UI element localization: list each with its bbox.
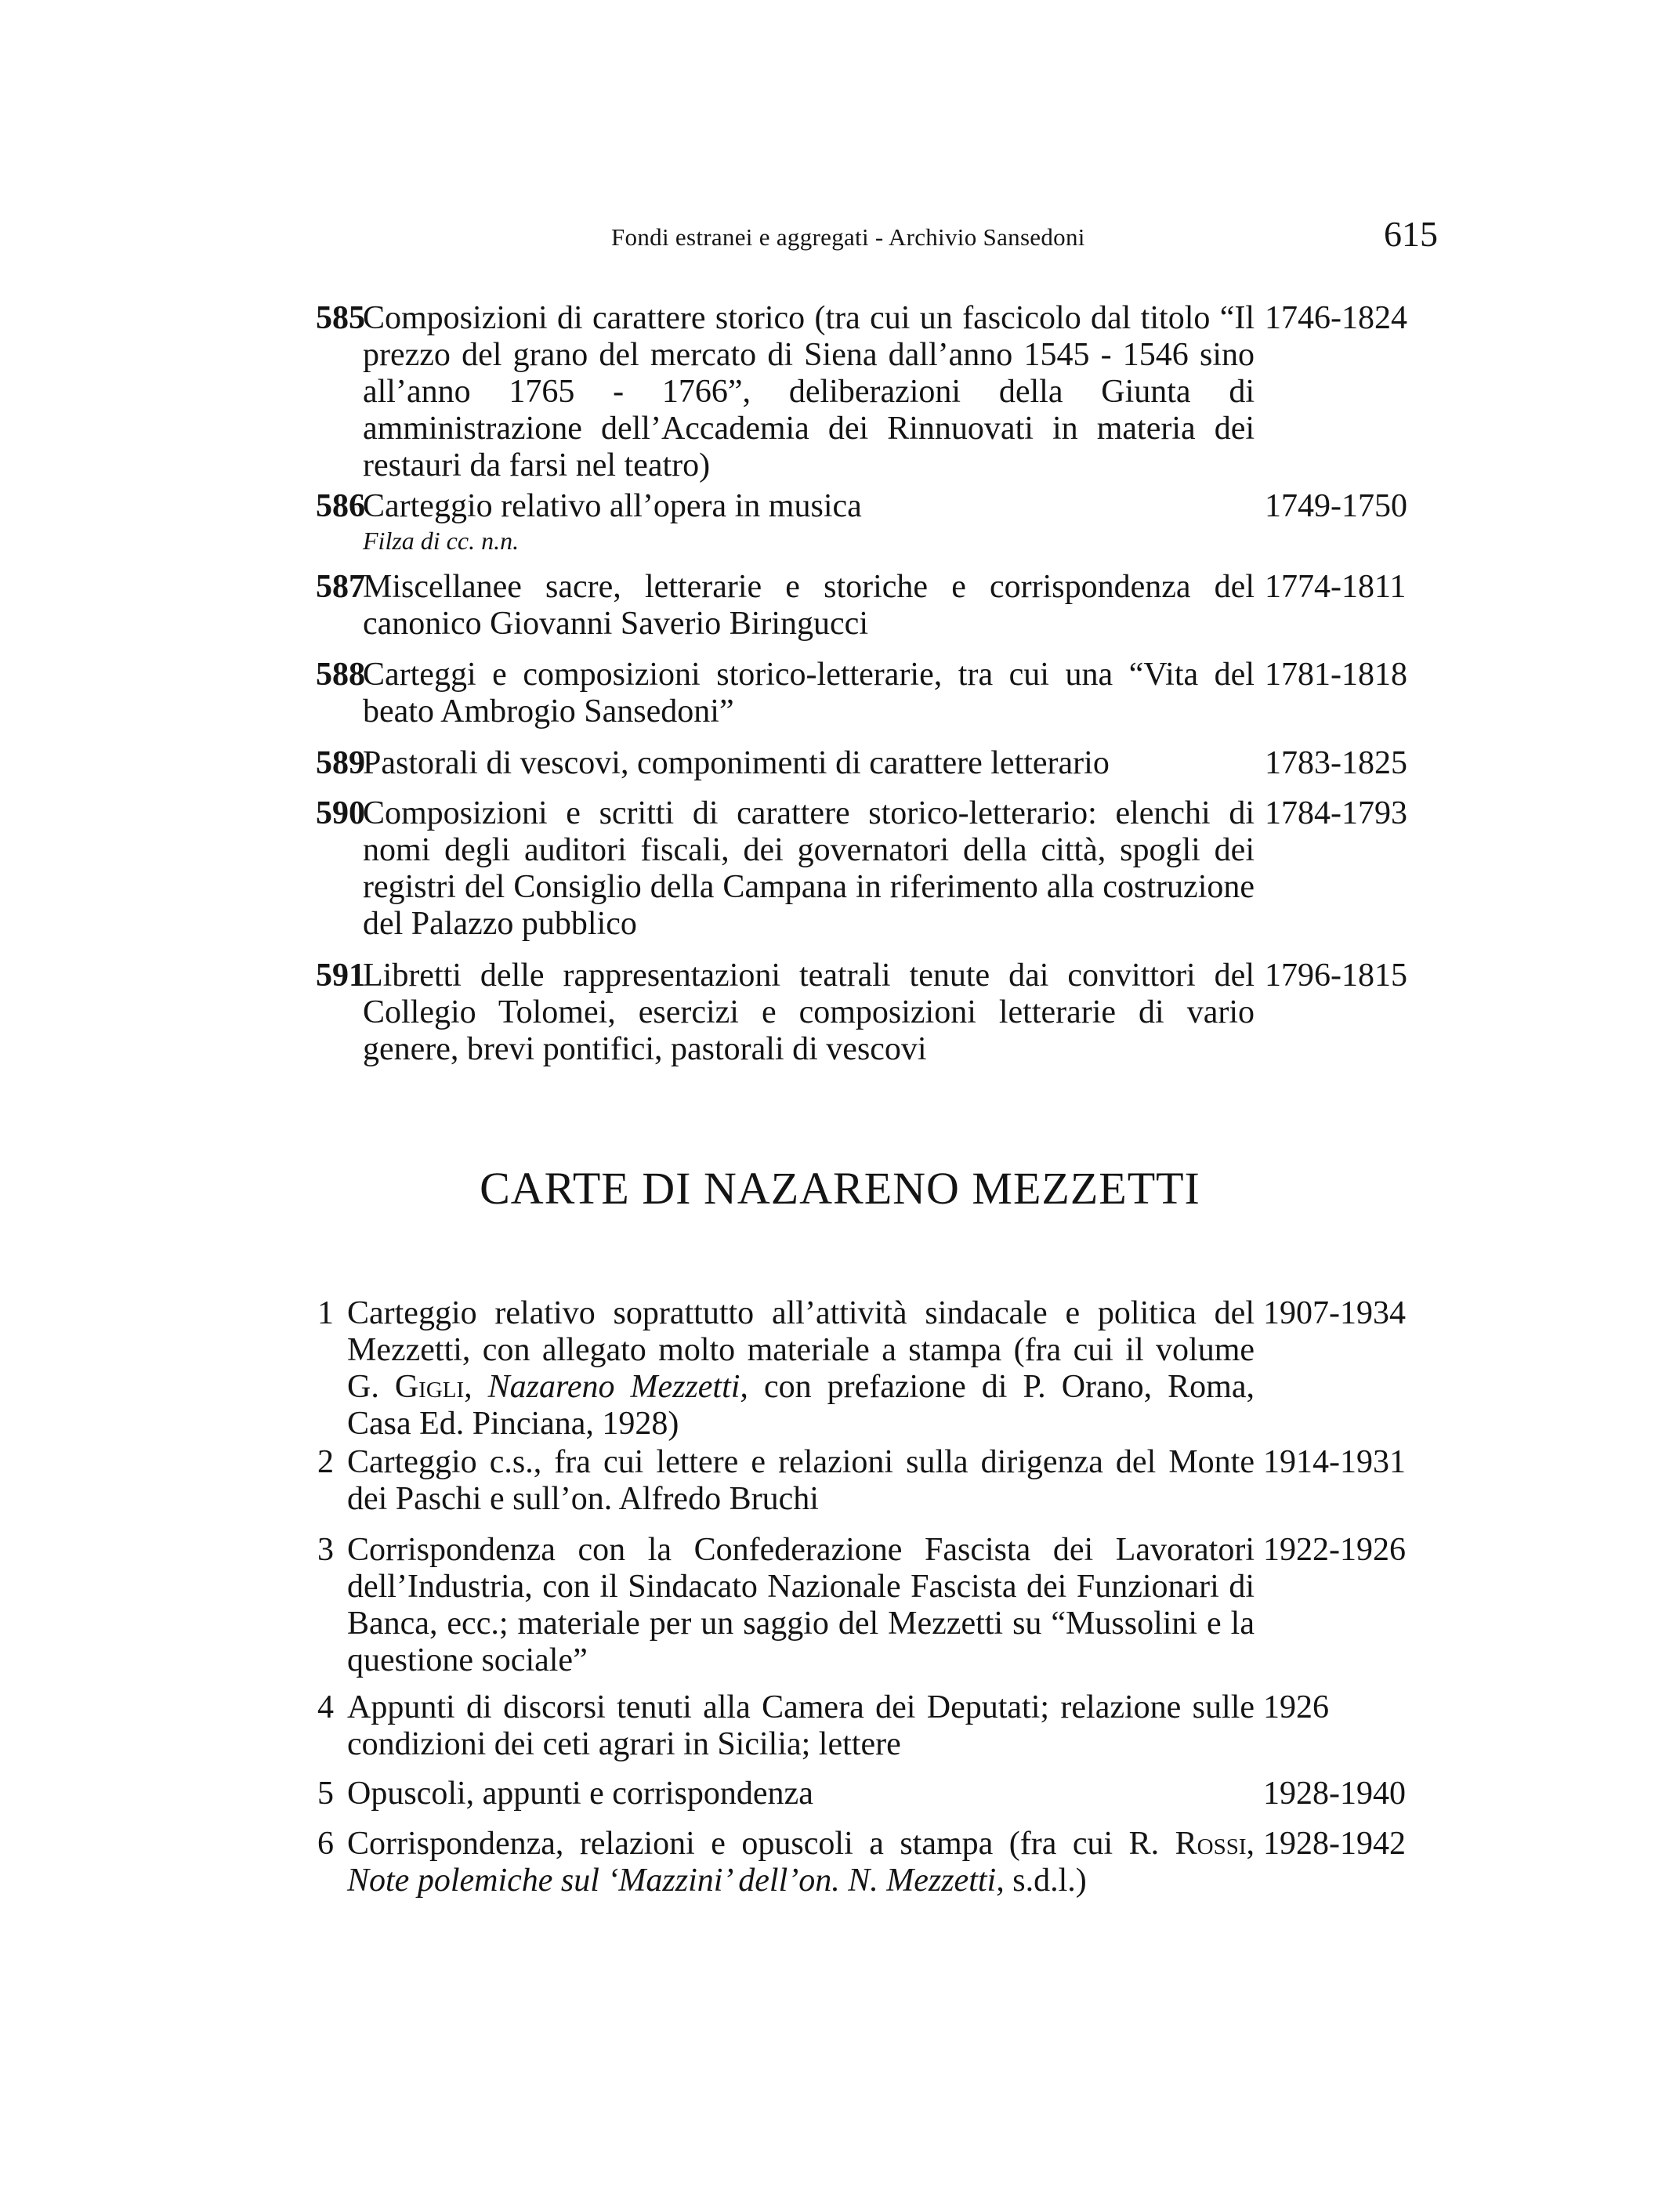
entry-number: 586 — [316, 488, 365, 524]
entry-note: Filza di cc. n.n. — [363, 527, 520, 555]
entry-text: , — [464, 1369, 488, 1405]
entry-description: Carteggi e composizioni storico-letterarie, tra cui una “Vita del beato Ambrogio Sansedoni” — [363, 657, 1255, 730]
entry-description: Composizioni e scritti di carattere storico-letterario: elenchi di nomi degli auditori fiscali, dei governatori della città, spogli dei registri del Consiglio della Campana in riferimento alla costruzione del Palazzo pubblico — [363, 795, 1255, 942]
section-title: CARTE DI NAZARENO MEZZETTI — [480, 1163, 1200, 1214]
entry-date: 1928-1940 — [1263, 1776, 1406, 1812]
entry-description: Libretti delle rappresentazioni teatrali tenute dai convittori del Collegio Tolomei, esercizi e composizioni letterarie di vario genere, brevi pontifici, pastorali di vescovi — [363, 958, 1255, 1067]
entry-number: 6 — [317, 1826, 334, 1862]
entry-number: 5 — [317, 1776, 334, 1812]
entry-date: 1914-1931 — [1263, 1444, 1406, 1480]
entry-number: 1 — [317, 1295, 334, 1331]
entry-description: Composizioni di carattere storico (tra cui un fascicolo dal titolo “Il prezzo del grano del mercato di Siena dall’anno 1545 - 1546 sino all’anno 1765 - 1766”, deliberazioni della Giunta di amministrazione dell’Accademia dei Rinnuovati in materia dei restauri da farsi nel teatro) — [363, 300, 1255, 483]
entry-number: 591 — [316, 958, 365, 994]
entry-date: 1783-1825 — [1265, 745, 1407, 781]
entry-date: 1774-1811 — [1265, 569, 1407, 605]
entry-number: 587 — [316, 569, 365, 605]
entry-text: Carteggio relativo all’opera in musica — [363, 488, 862, 524]
entry-date: 1926 — [1263, 1689, 1329, 1725]
entry-text: , — [1246, 1826, 1255, 1862]
entry-date: 1784-1793 — [1265, 795, 1407, 831]
entry-number: 2 — [317, 1444, 334, 1480]
entry-description: Corrispondenza con la Confederazione Fascista dei Lavoratori dell’Industria, con il Sindacato Nazionale Fascista dei Funzionari di Banca, ecc.; materiale per un saggio del Mezzetti su “Mussolini e la questione sociale” — [347, 1532, 1255, 1678]
entry-description: Carteggio c.s., fra cui lettere e relazioni sulla dirigenza del Monte dei Paschi e sull’on. Alfredo Bruchi — [347, 1444, 1255, 1517]
entry-description: Pastorali di vescovi, componimenti di carattere letterario — [363, 745, 1110, 781]
entry-text: Carteggio relativo soprattutto all’attività sindacale e politica del Mezzetti, con allegato molto materiale a stampa (fra cui il volume G. — [347, 1295, 1255, 1405]
entry-date: 1746-1824 — [1265, 300, 1407, 336]
entry-description — [347, 1295, 1255, 1443]
entry-date: 1781-1818 — [1265, 657, 1407, 693]
entry-date: 1928-1942 — [1263, 1826, 1406, 1862]
entry-number: 590 — [316, 795, 365, 831]
entry-description: Miscellanee sacre, letterarie e storiche e corrispondenza del canonico Giovanni Saverio Biringucci — [363, 569, 1255, 642]
running-head: Fondi estranei e aggregati - Archivio Sansedoni — [611, 223, 1085, 251]
entry-number: 585 — [316, 300, 365, 336]
entry-number: 588 — [316, 657, 365, 693]
book-title: Nazareno Mezzetti, — [487, 1369, 748, 1405]
entry-number: 3 — [317, 1532, 334, 1568]
author-name: Gigli — [394, 1369, 465, 1405]
entry-date: 1922-1926 — [1263, 1532, 1406, 1568]
entry-text: Corrispondenza, relazioni e opuscoli a stampa (fra cui R. — [347, 1826, 1175, 1862]
entry-description: Appunti di discorsi tenuti alla Camera dei Deputati; relazione sulle condizioni dei ceti agrari in Sicilia; lettere — [347, 1689, 1255, 1762]
page-number: 615 — [1384, 214, 1438, 254]
entry-date: 1907-1934 — [1263, 1295, 1406, 1331]
entry-date: 1796-1815 — [1265, 958, 1407, 994]
author-name: Rossi — [1175, 1826, 1247, 1862]
entry-text: con prefazione di P. Orano, Roma, Casa Ed. Pinciana, 1928) — [347, 1369, 1255, 1442]
entry-number: 4 — [317, 1689, 334, 1725]
entry-number: 589 — [316, 745, 365, 781]
entry-description — [363, 488, 1255, 556]
entry-date: 1749-1750 — [1265, 488, 1407, 524]
entry-description — [347, 1826, 1255, 1899]
entry-text: s.d.l.) — [1004, 1863, 1087, 1899]
entry-description: Opuscoli, appunti e corrispondenza — [347, 1776, 813, 1812]
book-title: Note polemiche sul ‘Mazzini’ dell’on. N. Mezzetti, — [347, 1863, 1005, 1899]
